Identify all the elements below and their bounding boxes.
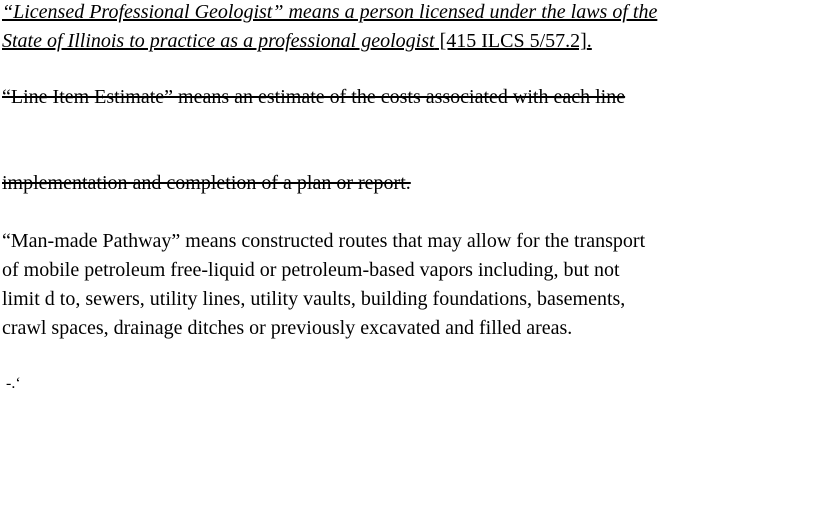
sentence-end: . <box>586 30 592 52</box>
statute-citation: [415 ILCS 5/57.2] <box>434 30 587 52</box>
line-item-estimate-line-1 <box>2 85 625 109</box>
man-made-pathway-line-2 <box>2 258 620 282</box>
line-item-estimate-line-2 <box>2 171 411 195</box>
man-made-pathway-line-1 <box>2 229 645 253</box>
deleted-definition-text: “Line Item Estimate” means an estimate of the costs associated with each line <box>2 86 626 108</box>
man-made-pathway-line-4 <box>2 316 572 340</box>
definition-text: of mobile petroleum free-liquid or petroleum-based vapors including, but not <box>2 259 620 281</box>
man-made-pathway-line-3 <box>2 287 625 311</box>
geologist-definition-text: “Licensed Professional Geologist” means a person licensed under the laws of the <box>2 1 658 23</box>
definition-text: limit d to, sewers, utility lines, utility vaults, building foundations, basements, <box>2 288 626 310</box>
deleted-definition-text: implementation and completion of a plan or report. <box>2 172 411 194</box>
geologist-definition-text: State of Illinois to practice as a professional geologist <box>2 30 435 52</box>
definition-text: crawl spaces, drainage ditches or previously excavated and filled areas. <box>2 317 573 339</box>
definition-text: “Man-made Pathway” means constructed routes that may allow for the transport <box>2 230 646 252</box>
stray-mark: -.‘ <box>6 375 21 392</box>
geologist-definition-line-2 <box>2 29 592 53</box>
geologist-definition-line-1 <box>2 0 657 24</box>
